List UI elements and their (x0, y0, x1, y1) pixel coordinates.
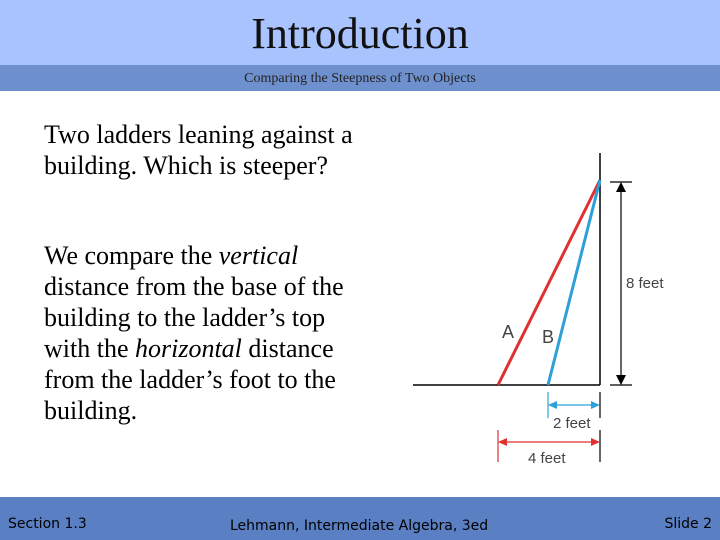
question-text: Two ladders leaning against a building. Which is steeper? (44, 120, 353, 180)
height-label: 8 feet (626, 275, 664, 292)
ladder-diagram (405, 140, 705, 480)
book-citation: Lehmann, Intermediate Algebra, 3ed (230, 518, 489, 534)
slide-number: Slide 2 (664, 516, 712, 532)
explanation-part-1: We compare the (44, 241, 219, 270)
ladder-b (548, 180, 600, 385)
height-arrowhead-bottom (616, 375, 626, 385)
b-distance-label: 2 feet (553, 415, 591, 432)
explanation-text (44, 240, 364, 426)
ladder-a (498, 180, 600, 385)
slide-title: Introduction (251, 9, 469, 58)
b-dim-arrowhead-left (548, 401, 557, 409)
explanation-part-2: distance from the base of the building to the ladder’s top with the (44, 272, 344, 363)
a-dim-arrowhead-right (591, 438, 600, 446)
a-distance-label: 4 feet (528, 450, 566, 467)
explanation-part-3: distance from the ladder’s foot to the building. (44, 334, 336, 425)
ladder-a-label: A (502, 322, 515, 342)
ladder-b-label: B (542, 327, 555, 347)
b-dim-arrowhead-right (591, 401, 600, 409)
horizontal-emphasis: horizontal (135, 334, 242, 363)
a-dim-arrowhead-left (498, 438, 507, 446)
slide-subtitle: Comparing the Steepness of Two Objects (244, 71, 476, 86)
height-arrowhead-top (616, 182, 626, 192)
vertical-emphasis: vertical (218, 241, 299, 270)
section-label: Section 1.3 (8, 516, 87, 532)
